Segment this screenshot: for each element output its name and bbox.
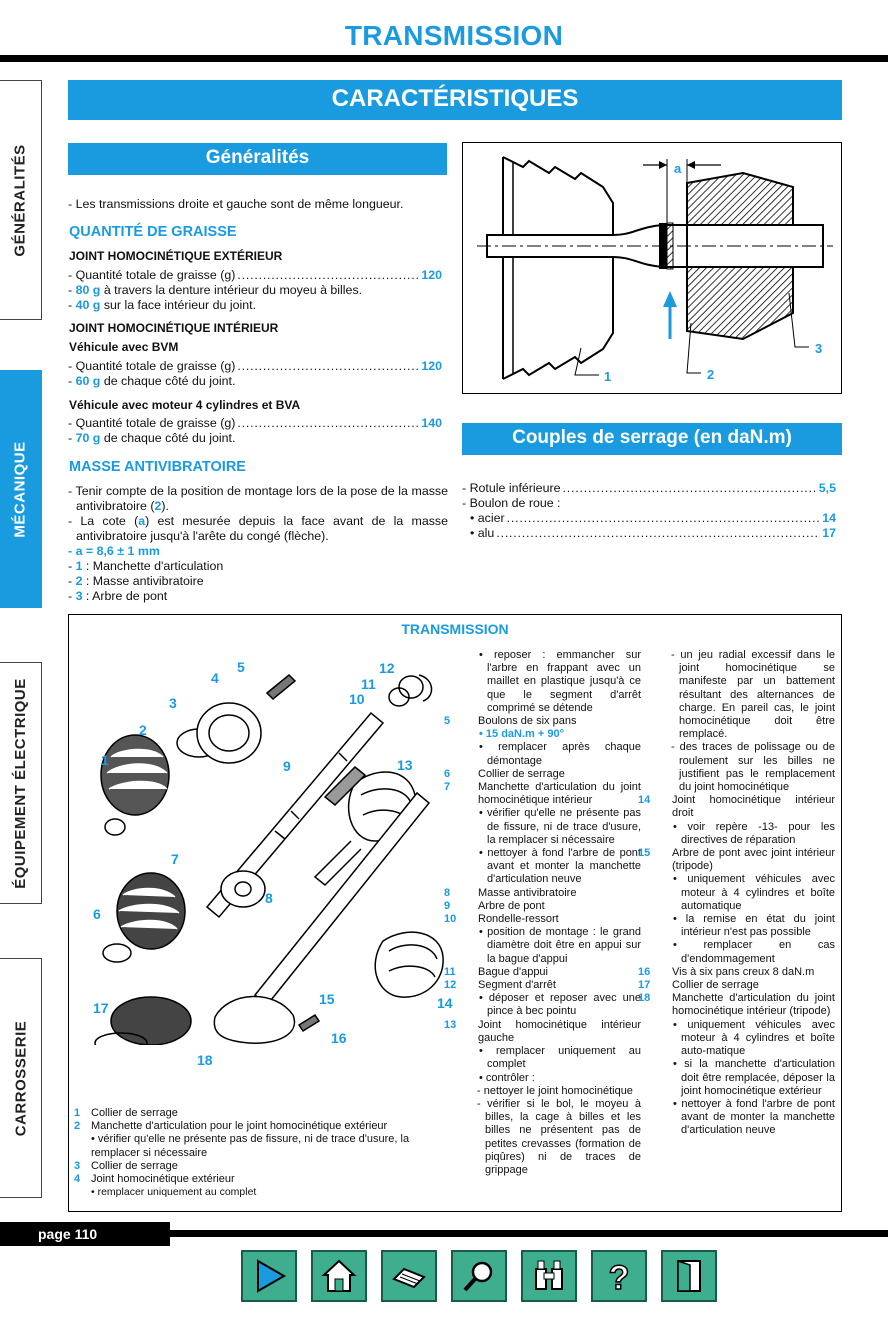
int-joint-heading: JOINT HOMOCINÉTIQUE INTÉRIEUR	[69, 321, 279, 335]
part-note: - vérifier si le bol, le moyeu à billes, la cage à billes et les billes ne présentent pas de petites crevasses (formation de piqûres) ni de traces de grippage	[477, 1097, 641, 1176]
transmission-box-title: TRANSMISSION	[401, 621, 509, 637]
part-item: 12 Segment d'arrêt	[444, 979, 556, 992]
legend-item: 1 Collier de serrage	[74, 1107, 178, 1119]
bva-total-value: 140	[421, 416, 442, 430]
ext-line2-text: à travers la denture intérieur du moyeu à billes.	[100, 283, 363, 297]
ext-line3-text: sur la face intérieur du joint.	[100, 298, 257, 312]
transmission-exploded-drawing	[79, 645, 459, 1045]
sidebar-tab-label: MÉCANIQUE	[12, 440, 30, 538]
callout-1: 1	[101, 752, 109, 768]
masse-legend-item: - 3 : Arbre de pont	[68, 589, 168, 603]
page-number: page 110	[0, 1222, 170, 1246]
legend-item: 3 Collier de serrage	[74, 1159, 178, 1172]
search-icon	[460, 1257, 498, 1295]
part-note: • nettoyer à fond l'arbre de pont avant et monter la manchette d'articulation neuve	[479, 847, 641, 886]
callout-10: 10	[349, 691, 365, 707]
callout-8: 8	[265, 890, 273, 906]
part-item: 6 Collier de serrage	[444, 767, 565, 780]
exit-icon	[670, 1257, 708, 1295]
legend-item: • vérifier qu'elle ne présente pas de fissure, ni de trace d'usure, la remplacer si nécessaire	[91, 1133, 410, 1159]
part-note: • contrôler :	[479, 1071, 535, 1084]
part-note: • reposer : emmancher sur l'arbre en frappant avec un maillet en plastique jusqu'à ce que le segment d'arrêt comprimé se détende	[479, 649, 641, 714]
bva-total-label: - Quantité totale de graisse (g)	[68, 416, 236, 430]
part-item: 10 Rondelle-ressort	[444, 913, 559, 926]
callout-15: 15	[319, 991, 335, 1007]
section-banner: CARACTÉRISTIQUES	[68, 80, 842, 120]
callout-2: 2	[139, 722, 147, 738]
header-rule	[0, 55, 888, 62]
part-note: • uniquement véhicules avec moteur à 4 cylindres et boîte automatique	[673, 873, 835, 912]
bva-heading: Véhicule avec moteur 4 cylindres et BVA	[69, 398, 301, 412]
part-note: • voir repère -13- pour les directives de réparation	[673, 820, 835, 846]
part-item: 7 Manchette d'articulation du joint homocinétique intérieur	[444, 781, 641, 807]
part-note: • position de montage : le grand diamètre doit être en appui sur la bague d'appui	[479, 926, 641, 965]
exit-button[interactable]	[661, 1250, 717, 1302]
part-note: - un jeu radial excessif dans le joint homocinétique se manifeste par un battement résultant des alternances de charge. En pareil cas, le joint homocinétique doit être remplacé.	[671, 649, 835, 741]
next-button[interactable]	[241, 1250, 297, 1302]
bvm-total-value: 120	[421, 359, 442, 373]
callout-5: 5	[237, 659, 245, 675]
masse-formula: a = 8,6 ± 1 mm	[75, 544, 160, 558]
grease-heading: QUANTITÉ DE GRAISSE	[69, 224, 237, 240]
transmission-text-column-3	[638, 649, 835, 1138]
generalites-banner: Généralités	[68, 143, 447, 175]
legend-item: • remplacer uniquement au complet	[91, 1186, 257, 1199]
callout-14: 14	[437, 995, 453, 1011]
part-item: 11 Bague d'appui	[444, 965, 548, 978]
ext-line3-value: 40 g	[75, 298, 101, 312]
callout-13: 13	[397, 757, 413, 773]
part-note: • la remise en état du joint intérieur n'est pas possible	[673, 913, 835, 939]
callout-11: 11	[361, 676, 376, 692]
part-note: • remplacer en cas d'endommagement	[673, 939, 835, 965]
part-note: - nettoyer le joint homocinétique	[477, 1084, 633, 1097]
legend-item: 4 Joint homocinétique extérieur	[74, 1173, 235, 1186]
search-button[interactable]	[451, 1250, 507, 1302]
binoculars-icon	[530, 1257, 568, 1295]
ext-grease-block: - Quantité totale de graisse (g) ..... 120 - 80 g à travers la denture intérieur du moyeu à billes. - 40 g sur la face intérieur du joint.	[68, 268, 442, 313]
part-note: • nettoyer à fond l'arbre de pont avant de monter la manchette d'articulation neuve	[673, 1097, 835, 1137]
couple-row: • acier ..... 14	[462, 511, 836, 526]
home-icon	[320, 1257, 358, 1295]
play-icon	[250, 1257, 288, 1295]
couple-row: - Rotule inférieure ..... 5,5	[462, 481, 836, 496]
bva-grease-block: - Quantité totale de graisse (g) ..... 140 - 70 g de chaque côté du joint.	[68, 416, 442, 446]
legend-item: 2 Manchette d'articulation pour le joint homocinétique extérieur	[74, 1120, 388, 1133]
part-item: 5 Boulons de six pans	[444, 715, 577, 728]
part-item: 15 Arbre de pont avec joint intérieur (tripode)	[638, 847, 835, 873]
part-item: 13 Joint homocinétique intérieur gauche	[444, 1018, 641, 1044]
part-item: 17 Collier de serrage	[638, 979, 759, 992]
callout-18: 18	[197, 1052, 213, 1068]
couples-table	[462, 481, 836, 541]
ext-line2-value: 80 g	[75, 283, 101, 297]
ext-total-label: - Quantité totale de graisse (g)	[68, 268, 236, 282]
callout-12: 12	[379, 660, 395, 676]
bvm-total-label: - Quantité totale de graisse (g)	[68, 359, 236, 373]
masse-paragraph-2: - La cote (a) est mesurée depuis la face avant de la masse antivibratoire jusqu'à l'arête du congé (flèche).	[68, 514, 448, 543]
part-note: • remplacer après chaque démontage	[479, 741, 641, 767]
sidebar-tab-generalites[interactable]	[0, 80, 42, 320]
find-button[interactable]	[521, 1250, 577, 1302]
generalites-intro: - Les transmissions droite et gauche sont de même longueur.	[68, 197, 404, 211]
callout-9: 9	[283, 758, 291, 774]
masse-heading: MASSE ANTIVIBRATOIRE	[69, 459, 246, 475]
transmission-box	[68, 614, 842, 1212]
figure-label-2: 2	[707, 367, 715, 382]
sidebar-tab-label: ÉQUIPEMENT ÉLECTRIQUE	[12, 677, 29, 889]
sidebar-tab-mecanique[interactable]	[0, 370, 42, 608]
masse-paragraph-1: - Tenir compte de la position de montage lors de la pose de la masse antivibratoire (2).	[68, 484, 448, 513]
sidebar-tab-carrosserie[interactable]	[0, 958, 42, 1198]
callout-16: 16	[331, 1030, 347, 1046]
figure-label-3: 3	[815, 341, 823, 356]
bvm-heading: Véhicule avec BVM	[69, 340, 179, 354]
masse-block: - Tenir compte de la position de montage lors de la pose de la masse antivibratoire (2). - La cote (a) est mesurée depuis la face avant de la masse antivibratoire jusqu'à l'arête du congé (flèche). - a = 8,6 ± 1 mm - 1 : Manchette d'articulation - 2 : Masse antivibratoire - 3 : Arbre de pont	[68, 484, 448, 603]
masse-legend-item: - 2 : Masse antivibratoire	[68, 574, 204, 588]
couple-row: - Boulon de roue :	[462, 496, 561, 510]
callout-6: 6	[93, 906, 101, 922]
bva-line2-text: de chaque côté du joint.	[100, 431, 236, 445]
part-item: 8 Masse antivibratoire	[444, 886, 577, 899]
ext-joint-heading: JOINT HOMOCINÉTIQUE EXTÉRIEUR	[69, 249, 283, 263]
couple-row: • alu ..... 17	[462, 526, 836, 541]
part-item: 18 Manchette d'articulation du joint homocinétique intérieur (tripode)	[638, 992, 835, 1018]
sidebar-tab-label: GÉNÉRALITÉS	[12, 143, 29, 257]
part-note: • vérifier qu'elle ne présente pas de fissure, ni de trace d'usure, la remplacer si nécessaire	[479, 807, 641, 846]
part-note: • déposer et reposer avec une pince à bec pointu	[479, 992, 641, 1018]
masse-legend-item: - 1 : Manchette d'articulation	[68, 559, 224, 573]
callout-17: 17	[93, 1000, 109, 1016]
part-item: 14 Joint homocinétique intérieur droit	[638, 794, 835, 820]
page-header-title: TRANSMISSION	[344, 20, 564, 51]
bvm-grease-block: - Quantité totale de graisse (g) ..... 120 - 60 g de chaque côté du joint.	[68, 359, 442, 389]
print-button[interactable]	[381, 1250, 437, 1302]
part-note: • 15 daN.m + 90°	[479, 728, 564, 741]
transmission-legend-bottom	[74, 1107, 454, 1199]
antivibration-mass-figure	[462, 142, 842, 394]
bvm-line2-value: 60 g	[75, 374, 101, 388]
callout-7: 7	[171, 851, 179, 867]
part-note: - des traces de polissage ou de roulement sur les billes ne justifient pas le remplacement du joint homocinétique	[671, 741, 835, 794]
print-icon	[390, 1257, 428, 1295]
part-item: 16 Vis à six pans creux 8 daN.m	[638, 965, 815, 978]
part-note: • si la manchette d'articulation doit être remplacée, déposer la joint homocinétique extérieur	[673, 1058, 835, 1097]
callout-3: 3	[169, 695, 177, 711]
ext-total-value: 120	[421, 268, 442, 282]
sidebar-tab-equipement-electrique[interactable]	[0, 662, 42, 904]
part-note: • remplacer uniquement au complet	[479, 1045, 641, 1071]
svg-text:?: ?	[608, 1259, 630, 1295]
figure-label-a: a	[674, 161, 682, 176]
part-note: • uniquement véhicules avec moteur à 4 cylindres et boîte auto-matique	[673, 1018, 835, 1058]
bva-line2-value: 70 g	[75, 431, 101, 445]
couples-banner: Couples de serrage (en daN.m)	[462, 423, 842, 455]
help-button[interactable]	[591, 1250, 647, 1302]
help-icon	[600, 1257, 638, 1295]
bvm-line2-text: de chaque côté du joint.	[100, 374, 236, 388]
antivibration-mass-drawing	[463, 143, 840, 392]
sidebar-tab-label: CARROSSERIE	[12, 1020, 29, 1136]
callout-4: 4	[211, 670, 219, 686]
home-button[interactable]	[311, 1250, 367, 1302]
part-item: 9 Arbre de pont	[444, 899, 545, 912]
figure-label-1: 1	[604, 369, 612, 384]
